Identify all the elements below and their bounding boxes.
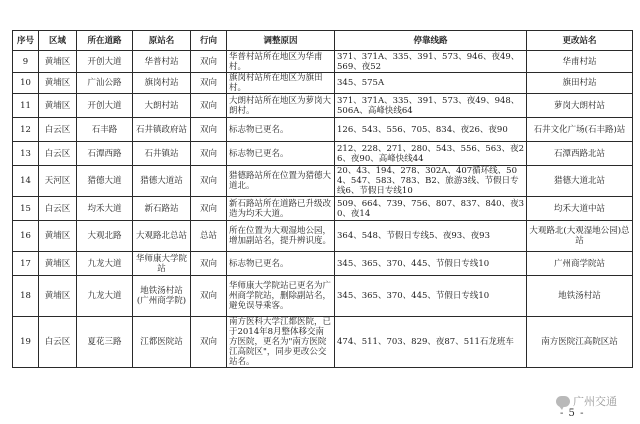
cell-district: 白云区	[39, 317, 77, 368]
cell-new-name: 地铁汤村站	[527, 276, 633, 317]
cell-no: 12	[13, 118, 39, 142]
cell-no: 14	[13, 166, 39, 197]
cell-old-name: 石井镇站	[133, 142, 191, 166]
cell-district: 白云区	[39, 197, 77, 221]
cell-road: 夏花三路	[77, 317, 133, 368]
chat-bubble-icon	[556, 396, 570, 407]
cell-old-name: 地铁汤村站(广州商学院)	[133, 276, 191, 317]
cell-routes: 126、543、556、705、834、夜26、夜90	[335, 118, 527, 142]
cell-road: 广汕公路	[77, 73, 133, 94]
cell-road: 石潭西路	[77, 142, 133, 166]
cell-new-name: 石潭西路北站	[527, 142, 633, 166]
cell-routes: 345、575A	[335, 73, 527, 94]
cell-routes: 371、371A、335、391、573、夜49、948、506A、高峰快线64	[335, 94, 527, 118]
cell-new-name: 华甫村站	[527, 51, 633, 73]
header-routes: 停靠线路	[335, 31, 527, 51]
cell-reason: 标志物已更名。	[227, 142, 335, 166]
cell-no: 17	[13, 252, 39, 276]
cell-new-name: 大观路北(大观湿地公园)总站	[527, 221, 633, 252]
cell-district: 天河区	[39, 166, 77, 197]
header-road: 所在道路	[77, 31, 133, 51]
cell-routes: 345、365、370、445、节假日专线10	[335, 276, 527, 317]
cell-new-name: 旗田村站	[527, 73, 633, 94]
cell-reason: 所在位置为大观湿地公园，增加副站名，提升辨识度。	[227, 221, 335, 252]
cell-old-name: 华普村站	[133, 51, 191, 73]
table-row	[13, 317, 633, 368]
cell-old-name: 大观路北总站	[133, 221, 191, 252]
cell-direction: 双向	[191, 276, 227, 317]
cell-new-name: 广州商学院站	[527, 252, 633, 276]
table-row	[13, 118, 633, 142]
cell-old-name: 大朗村站	[133, 94, 191, 118]
table-row	[13, 276, 633, 317]
cell-direction: 双向	[191, 73, 227, 94]
cell-old-name: 新石路站	[133, 197, 191, 221]
cell-reason: 旗岗村站所在地区为旗田村。	[227, 73, 335, 94]
cell-routes: 212、228、271、280、543、556、563、夜26、夜90、高峰快线44	[335, 142, 527, 166]
cell-road: 九龙大道	[77, 252, 133, 276]
cell-no: 18	[13, 276, 39, 317]
table-row	[13, 142, 633, 166]
cell-district: 黄埔区	[39, 51, 77, 73]
cell-new-name: 石井文化广场(石丰路)站	[527, 118, 633, 142]
cell-no: 10	[13, 73, 39, 94]
table-row	[13, 51, 633, 73]
cell-road: 九龙大道	[77, 276, 133, 317]
cell-district: 黄埔区	[39, 73, 77, 94]
cell-routes: 20、43、194、278、302A、407循环线、504、547、583、783、B2、旅游3线、节假日专线6、节假日专线10	[335, 166, 527, 197]
cell-district: 黄埔区	[39, 94, 77, 118]
cell-no: 13	[13, 142, 39, 166]
cell-no: 9	[13, 51, 39, 73]
cell-old-name: 华师康大学院站	[133, 252, 191, 276]
cell-routes: 364、548、节假日专线5、夜93、夜93	[335, 221, 527, 252]
cell-no: 15	[13, 197, 39, 221]
table-row	[13, 221, 633, 252]
cell-reason: 新石路站所在道路已升级改造为均禾大道。	[227, 197, 335, 221]
cell-direction: 双向	[191, 317, 227, 368]
cell-direction: 双向	[191, 252, 227, 276]
cell-reason: 标志物已更名。	[227, 118, 335, 142]
cell-road: 石丰路	[77, 118, 133, 142]
header-reason: 调整原因	[227, 31, 335, 51]
cell-old-name: 石井镇政府站	[133, 118, 191, 142]
cell-no: 19	[13, 317, 39, 368]
cell-direction: 双向	[191, 142, 227, 166]
table-row	[13, 166, 633, 197]
cell-reason: 猎德路站所在位置为猎德大道北。	[227, 166, 335, 197]
cell-direction: 总站	[191, 221, 227, 252]
table-row	[13, 252, 633, 276]
cell-district: 黄埔区	[39, 221, 77, 252]
cell-reason: 华师康大学院站已更名为广州商学院站，删除副站名，避免误导乘客。	[227, 276, 335, 317]
header-direction: 行向	[191, 31, 227, 51]
cell-road: 开创大道	[77, 94, 133, 118]
header-no: 序号	[13, 31, 39, 51]
cell-reason: 大朗村站所在地区为萝岗大朗村。	[227, 94, 335, 118]
cell-road: 均禾大道	[77, 197, 133, 221]
cell-district: 黄埔区	[39, 276, 77, 317]
cell-new-name: 均禾大道中站	[527, 197, 633, 221]
cell-district: 黄埔区	[39, 252, 77, 276]
cell-routes: 474、511、703、829、夜87、511石龙班车	[335, 317, 527, 368]
page-number: - 5 -	[560, 408, 585, 419]
table-header-row	[13, 31, 633, 51]
cell-direction: 双向	[191, 166, 227, 197]
cell-new-name: 萝岗大朗村站	[527, 94, 633, 118]
cell-district: 白云区	[39, 142, 77, 166]
cell-direction: 双向	[191, 118, 227, 142]
cell-reason: 华普村站所在地区为华甫村。	[227, 51, 335, 73]
header-old-name: 原站名	[133, 31, 191, 51]
cell-routes: 509、664、739、756、807、837、840、夜30、夜14	[335, 197, 527, 221]
watermark	[556, 393, 617, 409]
cell-road: 开创大道	[77, 51, 133, 73]
cell-old-name: 江都医院站	[133, 317, 191, 368]
cell-routes: 345、365、370、445、节假日专线10	[335, 252, 527, 276]
watermark-text: 广州交通	[573, 395, 617, 408]
cell-road: 猎德大道	[77, 166, 133, 197]
table-row	[13, 197, 633, 221]
cell-reason: 标志物已更名。	[227, 252, 335, 276]
cell-district: 白云区	[39, 118, 77, 142]
cell-direction: 双向	[191, 51, 227, 73]
cell-no: 11	[13, 94, 39, 118]
cell-old-name: 猎德大道站	[133, 166, 191, 197]
table-row	[13, 73, 633, 94]
table-row	[13, 94, 633, 118]
cell-direction: 双向	[191, 197, 227, 221]
cell-old-name: 旗岗村站	[133, 73, 191, 94]
cell-reason: 南方医科大学江都医院，已于2014年8月整体移交南方医院，更名为"南方医院江高院区"，同步更改公交站名。	[227, 317, 335, 368]
cell-direction: 双向	[191, 94, 227, 118]
cell-routes: 371、371A、335、391、573、946、夜49、569、夜52	[335, 51, 527, 73]
cell-new-name: 猎德大道北站	[527, 166, 633, 197]
cell-new-name: 南方医院江高院区站	[527, 317, 633, 368]
header-district: 区域	[39, 31, 77, 51]
header-new-name: 更改站名	[527, 31, 633, 51]
route-adjustment-table	[12, 30, 633, 368]
cell-road: 大观北路	[77, 221, 133, 252]
cell-no: 16	[13, 221, 39, 252]
